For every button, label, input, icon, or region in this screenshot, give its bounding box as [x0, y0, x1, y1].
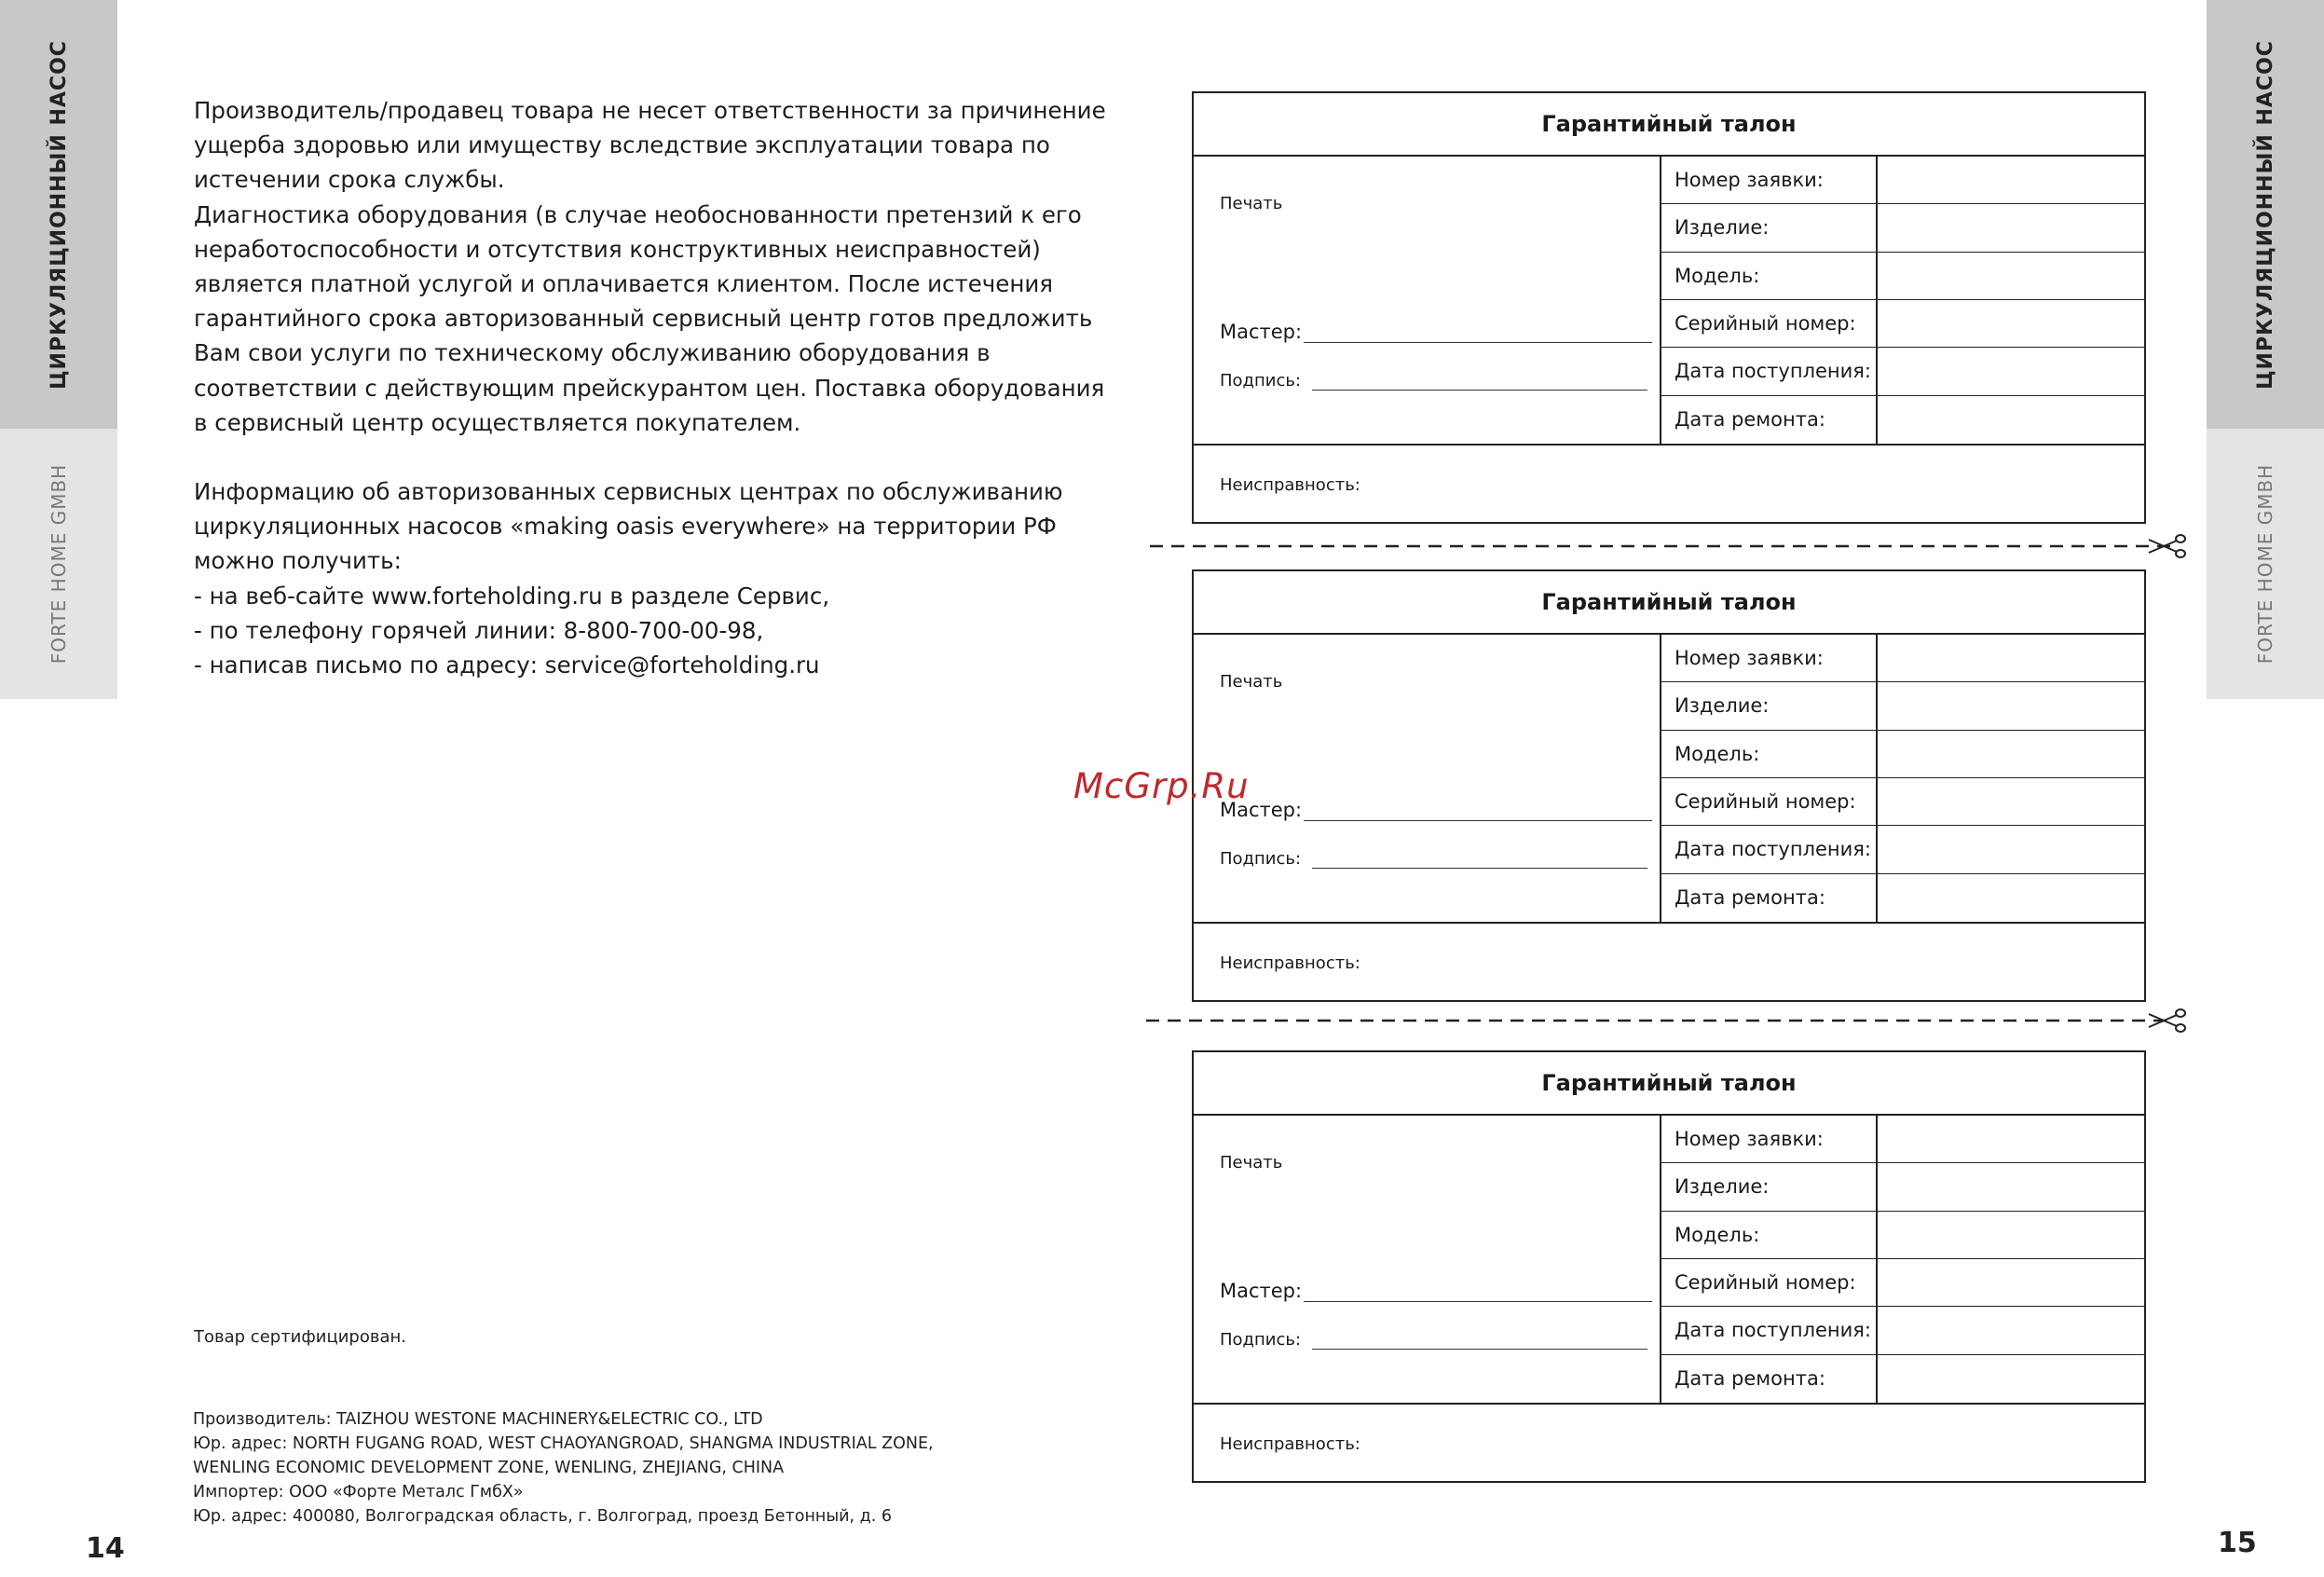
text-line: Диагностика оборудования (в случае необоснованности претензий к его [194, 200, 1082, 228]
text-line: неработоспособности и отсутствия конструктивных неисправностей) [194, 235, 1041, 263]
table-row: Дата поступления: [1661, 348, 2146, 395]
stamp-label: Печать [1220, 672, 1283, 692]
page-number-right: 15 [2218, 1527, 2257, 1559]
left-side-title: ЦИРКУЛЯЦИОННЫЙ НАСОС [47, 39, 71, 390]
text-line: - по телефону горячей линии: 8-800-700-00-98, [194, 616, 764, 644]
master-field[interactable]: Мастер: [1220, 799, 1652, 821]
coupon-title: Гарантийный талон [1194, 571, 2144, 635]
field-value[interactable] [1878, 682, 2146, 729]
text-line: гарантийного срока авторизованный сервисный центр готов предложить [194, 305, 1093, 333]
table-row: Дата поступления: [1661, 1307, 2146, 1354]
coupon-title: Гарантийный талон [1194, 1052, 2144, 1116]
cut-line [1146, 1004, 2190, 1041]
field-value[interactable] [1878, 253, 2146, 299]
table-row: Изделие: [1661, 204, 2146, 252]
coupon-fields-table [1660, 157, 2146, 444]
fault-field[interactable]: Неисправность: [1194, 1403, 2144, 1483]
stamp-label: Печать [1220, 194, 1283, 213]
field-value[interactable] [1878, 204, 2146, 251]
coupon-fields-table [1660, 635, 2146, 922]
field-value[interactable] [1878, 1163, 2146, 1210]
text-line: истечении срока службы. [194, 166, 505, 194]
text-line: - написав письмо по адресу: service@forteholding.ru [194, 651, 820, 679]
warranty-info-text [194, 93, 1126, 682]
text-line: Производитель/продавец товара не несет ответственности за причинение [194, 97, 1106, 124]
stamp-label: Печать [1220, 1153, 1283, 1172]
warranty-coupon-1 [1192, 91, 2146, 524]
mfr-line: Юр. адрес: NORTH FUGANG ROAD, WEST CHAOYANGROAD, SHANGMA INDUSTRIAL ZONE, [193, 1434, 934, 1453]
field-value[interactable] [1878, 1212, 2146, 1258]
warranty-coupon-2 [1192, 569, 2146, 1002]
mfr-line: Юр. адрес: 400080, Волгоградская область, г. Волгоград, проезд Бетонный, д. 6 [193, 1507, 893, 1526]
right-side-title: ЦИРКУЛЯЦИОННЫЙ НАСОС [2253, 39, 2277, 390]
master-field[interactable]: Мастер: [1220, 1280, 1652, 1302]
mfr-line: WENLING ECONOMIC DEVELOPMENT ZONE, WENLING, ZHEJIANG, CHINA [193, 1459, 785, 1477]
field-value[interactable] [1878, 874, 2146, 922]
signature-field[interactable]: Подпись: [1220, 371, 1647, 391]
field-value[interactable] [1878, 1355, 2146, 1403]
field-value[interactable] [1878, 731, 2146, 777]
fault-field[interactable]: Неисправность: [1194, 922, 2144, 1002]
table-row: Дата поступления: [1661, 826, 2146, 873]
mfr-line: Импортер: ООО «Форте Металс ГмбХ» [193, 1483, 524, 1502]
field-value[interactable] [1878, 826, 2146, 872]
table-row: Модель: [1661, 731, 2146, 778]
cut-line [1146, 528, 2190, 565]
table-row: Серийный номер: [1661, 300, 2146, 348]
page-number-left: 14 [86, 1532, 125, 1565]
field-value[interactable] [1878, 1307, 2146, 1353]
warranty-coupon-3 [1192, 1050, 2146, 1483]
field-value[interactable] [1878, 157, 2146, 203]
table-row: Серийный номер: [1661, 778, 2146, 826]
mfr-line: Производитель: TAIZHOU WESTONE MACHINERY&ELECTRIC CO., LTD [193, 1410, 763, 1429]
text-line: соответствии с действующим прейскурантом цен. Поставка оборудования [194, 374, 1105, 402]
table-row: Номер заявки: [1661, 635, 2146, 682]
master-field[interactable]: Мастер: [1220, 321, 1652, 343]
certified-note: Товар сертифицирован. [194, 1327, 406, 1347]
signature-field[interactable]: Подпись: [1220, 1330, 1647, 1350]
text-line: ущерба здоровью или имуществу вследствие эксплуатации товара по [194, 131, 1050, 159]
text-line: Вам свои услуги по техническому обслуживанию оборудования в [194, 339, 991, 367]
coupon-fields-table [1660, 1116, 2146, 1403]
table-row: Изделие: [1661, 1163, 2146, 1211]
table-row: Модель: [1661, 253, 2146, 300]
field-value[interactable] [1878, 348, 2146, 394]
coupon-title: Гарантийный талон [1194, 93, 2144, 157]
text-line: можно получить: [194, 547, 402, 575]
table-row: Модель: [1661, 1212, 2146, 1259]
field-value[interactable] [1878, 778, 2146, 825]
field-value[interactable] [1878, 635, 2146, 681]
fault-field[interactable]: Неисправность: [1194, 444, 2144, 524]
table-row: Изделие: [1661, 682, 2146, 730]
table-row: Дата ремонта: [1661, 396, 2146, 444]
text-line: в сервисный центр осуществляется покупателем. [194, 408, 801, 436]
field-value[interactable] [1878, 1116, 2146, 1162]
table-row: Номер заявки: [1661, 1116, 2146, 1163]
watermark: McGrp.Ru [1073, 766, 1250, 806]
field-value[interactable] [1878, 396, 2146, 444]
field-value[interactable] [1878, 300, 2146, 347]
table-row: Дата ремонта: [1661, 1355, 2146, 1403]
table-row: Серийный номер: [1661, 1259, 2146, 1307]
text-line: является платной услугой и оплачивается клиентом. После истечения [194, 270, 1054, 298]
text-line: Информацию об авторизованных сервисных центрах по обслуживанию [194, 478, 1063, 506]
table-row: Номер заявки: [1661, 157, 2146, 204]
text-line: циркуляционных насосов «making oasis everywhere» на территории РФ [194, 513, 1057, 541]
manufacturer-info [193, 1407, 934, 1529]
text-line: - на веб-сайте www.forteholding.ru в разделе Сервис, [194, 582, 830, 610]
right-side-brand: FORTE HOME GMBH [2254, 463, 2277, 665]
field-value[interactable] [1878, 1259, 2146, 1306]
signature-field[interactable]: Подпись: [1220, 849, 1647, 869]
table-row: Дата ремонта: [1661, 874, 2146, 922]
left-side-brand: FORTE HOME GMBH [48, 463, 71, 665]
